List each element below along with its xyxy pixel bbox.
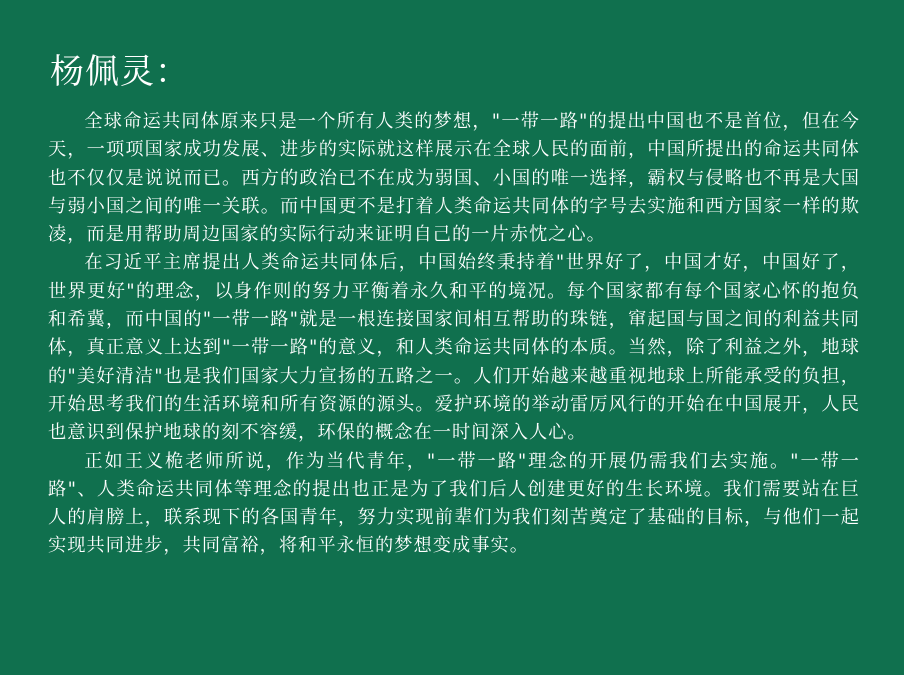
paragraph-2: 在习近平主席提出人类命运共同体后，中国始终秉持着"世界好了，中国才好，中国好了，世界更好"的理念，以身作则的努力平衡着永久和平的境况。每个国家都有每个国家心怀的抱负和希冀，而中国的"一带一路"就是一根连接国家间相互帮助的珠链，窜起国与国之间的利益共同体，真正意义上达到"一带一路"的意义，和人类命运共同体的本质。当然，除了利益之外，地球的"美好清洁"也是我们国家大力宣扬的五路之一。人们开始越来越重视地球上所能承受的负担，开始思考我们的生活环境和所有资源的源头。爱护环境的举动雷厉风行的开始在中国展开，人民也意识到保护地球的刻不容缓，环保的概念在一时间深入人心。 <box>48 252 860 444</box>
slide-body <box>48 108 860 561</box>
paragraph-1: 全球命运共同体原来只是一个所有人类的梦想，"一带一路"的提出中国也不是首位，但在今天，一项项国家成功发展、进步的实际就这样展示在全球人民的面前，中国所提出的命运共同体也不仅仅是说说而已。西方的政治已不在成为弱国、小国的唯一选择，霸权与侵略也不再是大国与弱小国之间的唯一关联。而中国更不是打着人类命运共同体的字号去实施和西方国家一样的欺凌，而是用帮助周边国家的实际行动来证明自己的一片赤忱之心。 <box>48 111 860 246</box>
paragraph-3: 正如王义桅老师所说，作为当代青年，"一带一路"理念的开展仍需我们去实施。"一带一路"、人类命运共同体等理念的提出也正是为了我们后人创建更好的生长环境。我们需要站在巨人的肩膀上，联系现下的各国青年，努力实现前辈们为我们刻苦奠定了基础的目标，与他们一起实现共同进步，共同富裕，将和平永恒的梦想变成事实。 <box>48 450 860 557</box>
slide-title: 杨佩灵： <box>50 52 190 92</box>
